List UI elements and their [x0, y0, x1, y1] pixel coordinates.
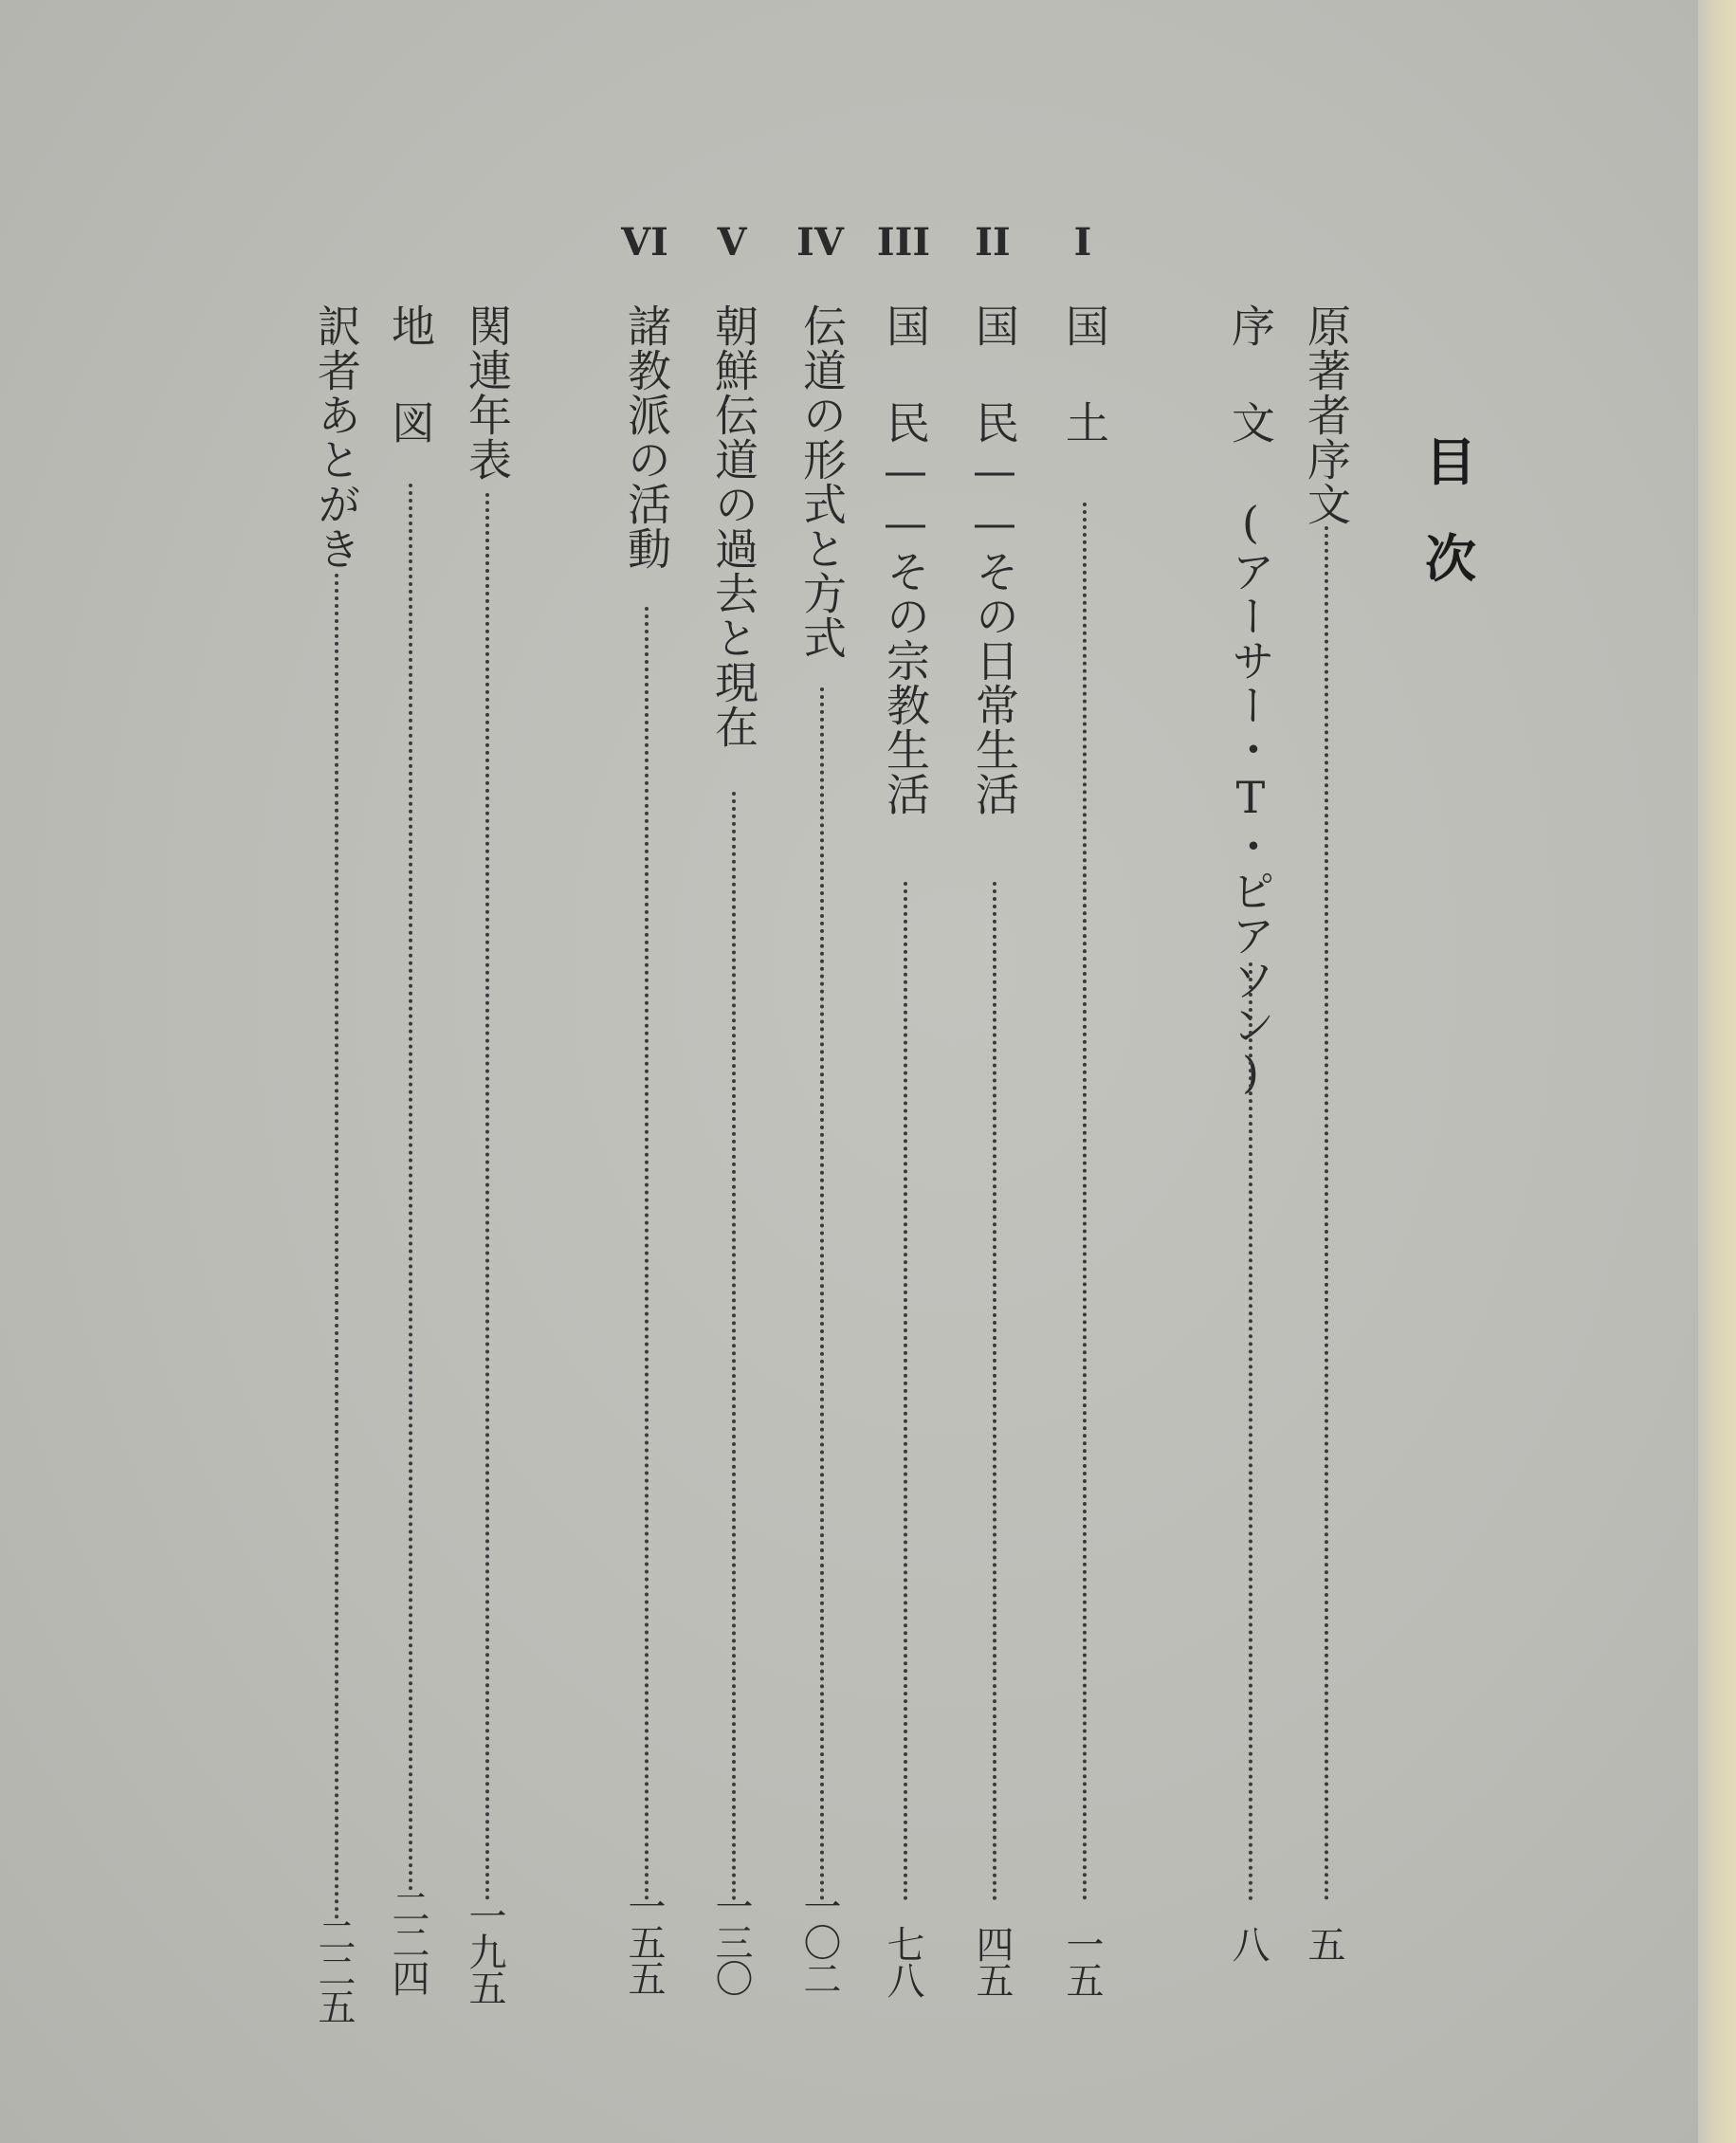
chapter-numeral: III	[876, 220, 931, 265]
dot-leader	[820, 687, 824, 1901]
toc-entry-page: 一五五	[622, 1887, 666, 1995]
chapter-numeral: II	[975, 220, 1011, 265]
toc-entry-label: 国 土	[1059, 303, 1110, 445]
dot-leader	[993, 882, 996, 1901]
toc-entry-label: 原著者序文	[1301, 303, 1352, 526]
toc-entry-label: 序 文 (アーサー・T・ピアソン)	[1225, 303, 1276, 1099]
dot-leader	[904, 882, 907, 1901]
toc-title-char: 目	[1425, 431, 1476, 492]
toc-entry-label: 朝鮮伝道の過去と現在	[708, 303, 759, 749]
dot-leader	[409, 484, 412, 1892]
toc-entry-page: 四五	[970, 1925, 1014, 1997]
toc-entry-page: 二二五	[312, 1915, 356, 2024]
dot-leader	[645, 607, 649, 1901]
toc-entry-page: 一〇二	[797, 1887, 841, 1995]
toc-entry-label: 伝道の形式と方式	[796, 303, 848, 660]
toc-title	[1413, 431, 1489, 589]
dot-leader	[1325, 526, 1328, 1901]
toc-entry-page: 八	[1226, 1925, 1270, 1961]
dot-leader	[1083, 503, 1087, 1901]
toc-entry-page: 五	[1302, 1925, 1345, 1961]
toc-entry-page: 一三〇	[709, 1887, 753, 1995]
chapter-numeral: VI	[621, 220, 668, 265]
dot-leader	[485, 493, 489, 1901]
toc-entry-page: 一九五	[463, 1896, 506, 2005]
page-edge	[1698, 0, 1736, 2143]
toc-entry-label: 国 民——その日常生活	[969, 303, 1020, 816]
dot-leader	[732, 792, 736, 1901]
dot-leader	[1249, 962, 1252, 1901]
dot-leader	[335, 574, 338, 1920]
toc-entry-label: 諸教派の活動	[621, 303, 672, 571]
chapter-numeral: I	[1073, 220, 1092, 265]
toc-entry-page: 一五	[1060, 1925, 1104, 1997]
toc-entry-page: 七八	[881, 1925, 924, 1997]
toc-entry-label: 関連年表	[462, 303, 513, 482]
toc-entry-page: 二二四	[386, 1887, 429, 1995]
toc-entry-label: 訳者あとがき	[311, 303, 362, 571]
toc-entry-label: 国 民——その宗教生活	[880, 303, 931, 816]
chapter-numeral: V	[717, 220, 747, 265]
toc-entry-label: 地 図	[385, 303, 436, 445]
chapter-numeral: IV	[796, 220, 844, 265]
toc-title-char: 次	[1425, 528, 1476, 589]
